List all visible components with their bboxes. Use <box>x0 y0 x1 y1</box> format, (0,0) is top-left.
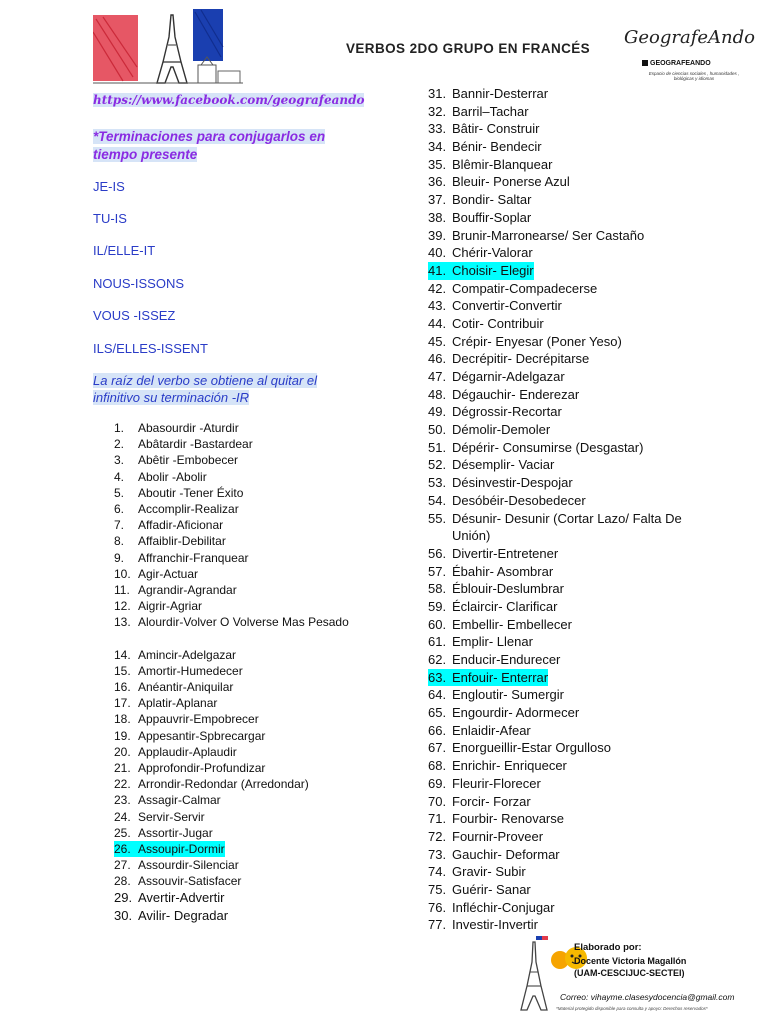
verb-number: 1. <box>114 421 125 435</box>
verb-number: 17. <box>114 696 131 711</box>
verb-list-item <box>428 757 698 775</box>
verb-list-item <box>428 244 698 262</box>
verb-list-item <box>114 711 414 727</box>
verb-translation: Amortir-Humedecer <box>138 663 243 678</box>
verb-number: 48. <box>428 386 447 402</box>
verb-number: 21. <box>114 760 131 775</box>
verb-translation: Affranchir-Franquear <box>138 550 249 565</box>
verb-list-item <box>428 368 698 386</box>
ending-ils-elles: ILS/ELLES-ISSENT <box>93 341 208 356</box>
verb-number: 42. <box>428 280 447 296</box>
credit-text <box>574 942 686 980</box>
verb-number: 61. <box>428 634 447 650</box>
verb-translation: Compatir-Compadecerse <box>452 280 598 296</box>
verb-number: 77. <box>428 917 447 933</box>
verb-list-item <box>428 545 698 563</box>
verb-translation: Bâtir- Construir <box>452 121 540 137</box>
verb-number: 34. <box>428 139 447 155</box>
verb-list-item <box>114 695 414 711</box>
verb-translation: Blêmir-Blanquear <box>452 156 553 172</box>
verb-number: 70. <box>428 793 447 809</box>
header <box>88 5 755 85</box>
verb-number: 9. <box>114 550 125 565</box>
verb-translation: Applaudir-Aplaudir <box>138 744 237 759</box>
verb-translation: Éclaircir- Clarificar <box>452 598 558 614</box>
verb-number: 53. <box>428 475 447 491</box>
verb-list-item <box>428 297 698 315</box>
verb-list-item <box>114 679 414 695</box>
verb-number: 75. <box>428 881 447 897</box>
verb-list-item <box>428 828 698 846</box>
verb-translation: Dégrossir-Recortar <box>452 404 562 420</box>
verb-list-item <box>114 420 414 436</box>
verb-number: 71. <box>428 811 447 827</box>
verb-number: 2. <box>114 437 125 452</box>
credit-line-2: Docente Victoria Magallón <box>574 955 687 966</box>
verb-list-item <box>428 280 698 298</box>
verb-translation: Bleuir- Ponerse Azul <box>452 174 570 190</box>
verb-list-item <box>114 889 414 906</box>
verb-number: 37. <box>428 192 447 208</box>
verb-number: 59. <box>428 598 447 614</box>
verb-list-item <box>114 469 414 485</box>
verb-list-item <box>428 456 698 474</box>
verb-translation: Démolir-Demoler <box>452 422 551 438</box>
verb-translation: Accomplir-Realizar <box>138 501 239 516</box>
verb-number: 51. <box>428 439 447 455</box>
verb-list-item <box>428 881 698 899</box>
verb-number: 4. <box>114 469 125 484</box>
verb-list-item <box>114 663 414 679</box>
verb-translation: Agrandir-Agrandar <box>138 582 237 597</box>
verb-number: 15. <box>114 663 131 678</box>
verb-translation: Engourdir- Adormecer <box>452 705 580 721</box>
verb-list-item <box>114 566 414 582</box>
verb-number: 44. <box>428 315 447 331</box>
verb-number: 32. <box>428 103 447 119</box>
page-title: VERBOS 2DO GRUPO EN FRANCÉS <box>346 41 591 56</box>
verb-number: 39. <box>428 227 447 243</box>
verb-number: 64. <box>428 687 447 703</box>
verb-list-item <box>114 857 414 873</box>
verb-translation: Abâtardir -Bastardear <box>138 437 253 452</box>
verb-translation: Investir-Invertir <box>452 917 538 933</box>
verb-list-item <box>428 669 698 687</box>
verb-number: 47. <box>428 369 447 384</box>
verb-translation: Agir-Actuar <box>138 566 199 581</box>
verb-number: 67. <box>428 740 447 756</box>
verb-number: 31. <box>428 86 447 101</box>
verb-number: 56. <box>428 545 447 561</box>
verb-translation: Enorgueillir-Estar Orgulloso <box>452 740 611 756</box>
verb-translation: Éblouir-Deslumbrar <box>452 581 564 597</box>
verb-number: 14. <box>114 647 131 662</box>
verb-translation: Assoupir-Dormir <box>138 841 225 856</box>
verb-list-item <box>114 501 414 517</box>
verb-list-item <box>428 262 698 280</box>
verb-translation: Alourdir-Volver O Volverse Mas Pesado <box>138 615 349 630</box>
verb-translation: Affaiblir-Debilitar <box>138 534 226 549</box>
verb-translation: Gravir- Subir <box>452 864 526 880</box>
verb-number: 13. <box>114 615 131 630</box>
verb-list-item <box>114 550 414 566</box>
ending-vous: VOUS -ISSEZ <box>93 308 176 323</box>
verb-list-item <box>428 85 698 103</box>
verb-translation: Abêtir -Embobecer <box>138 453 239 468</box>
verb-list-item <box>428 510 698 545</box>
verb-list-item <box>114 582 414 598</box>
verb-number: 68. <box>428 758 447 774</box>
verb-translation: Enfouir- Enterrar <box>452 669 549 685</box>
verb-list-item <box>428 651 698 669</box>
verb-translation: Gauchir- Deformar <box>452 846 560 862</box>
ending-je: JE-IS <box>93 179 125 194</box>
verb-translation: Désemplir- Vaciar <box>452 457 555 473</box>
verb-number: 46. <box>428 351 447 367</box>
verb-number: 74. <box>428 864 447 880</box>
terminations-heading <box>93 128 343 164</box>
verb-list-item <box>114 533 414 549</box>
eiffel-tower-icon <box>514 934 554 1012</box>
verb-list-item <box>428 350 698 368</box>
verb-translation: Infléchir-Conjugar <box>452 899 555 915</box>
verb-translation: Enrichir- Enriquecer <box>452 758 567 774</box>
verb-translation: Desóbéir-Desobedecer <box>452 492 586 508</box>
logo-name: GeografeAndo <box>624 27 755 48</box>
facebook-link-text[interactable]: https://www.facebook.com/geografeando <box>93 93 365 107</box>
verb-translation: Convertir-Convertir <box>452 298 562 314</box>
verb-number: 45. <box>428 333 447 349</box>
verb-number: 30. <box>114 907 133 923</box>
copyright-disclaimer: *Material protegido disponible para consulta y apoyo: Derechos reservados* <box>556 1006 708 1011</box>
verb-translation: Embellir- Embellecer <box>452 616 572 632</box>
verb-number: 76. <box>428 899 447 915</box>
verb-number: 26. <box>114 841 138 857</box>
verb-list-item <box>428 899 698 917</box>
verb-number: 25. <box>114 825 131 840</box>
verb-list-item <box>428 810 698 828</box>
verb-list-item <box>114 776 414 792</box>
verb-translation: Dégarnir-Adelgazar <box>452 369 565 384</box>
verb-translation: Barril–Tachar <box>452 103 529 119</box>
verb-translation: Avertir-Advertir <box>138 890 225 906</box>
verb-list-item <box>428 793 698 811</box>
verb-number: 49. <box>428 404 447 420</box>
verb-number: 23. <box>114 793 131 808</box>
verb-translation: Arrondir-Redondar (Arredondar) <box>138 777 309 792</box>
verb-number: 35. <box>428 156 447 172</box>
verb-list-item <box>114 792 414 808</box>
verb-list-item <box>114 760 414 776</box>
verb-number: 10. <box>114 566 131 581</box>
verb-number: 66. <box>428 722 447 738</box>
verb-translation: Appauvrir-Empobrecer <box>138 712 259 727</box>
root-note <box>93 372 353 406</box>
verb-number: 65. <box>428 705 447 721</box>
verb-translation: Assourdir-Silenciar <box>138 858 239 873</box>
verb-number: 50. <box>428 422 447 438</box>
geografeando-logo <box>624 27 768 92</box>
social-icon <box>642 60 648 66</box>
facebook-link[interactable] <box>93 93 364 107</box>
verb-translation: Chérir-Valorar <box>452 245 533 261</box>
verb-number: 55. <box>428 510 447 526</box>
verb-list-item <box>428 863 698 881</box>
verb-translation: Avilir- Degradar <box>138 907 229 923</box>
verb-number: 28. <box>114 874 131 889</box>
verb-translation: Choisir- Elegir <box>452 262 534 278</box>
verb-list-item <box>114 598 414 614</box>
verb-list-item <box>114 809 414 825</box>
verb-translation: Bénir- Bendecir <box>452 139 542 155</box>
verb-list-item <box>114 728 414 744</box>
verb-number: 22. <box>114 777 131 792</box>
logo-handle-text: GEOGRAFEANDO <box>650 60 711 67</box>
verb-translation: Fournir-Proveer <box>452 828 544 844</box>
verb-translation: Servir-Servir <box>138 809 205 824</box>
verb-translation: Bondir- Saltar <box>452 192 532 208</box>
verb-list-item <box>428 403 698 421</box>
verb-list-item <box>428 474 698 492</box>
verb-number: 36. <box>428 174 447 190</box>
verb-list-item <box>428 156 698 174</box>
verb-list-item <box>114 614 414 646</box>
verb-number: 43. <box>428 298 447 314</box>
contact-email[interactable]: Correo: vihayme.clasesydocencia@gmail.com <box>560 992 735 1002</box>
ending-nous: NOUS-ISSONS <box>93 276 185 291</box>
verb-translation: Aigrir-Agriar <box>138 599 203 614</box>
verb-list-item <box>428 315 698 333</box>
verb-list-item <box>428 704 698 722</box>
verb-translation: Désunir- Desunir (Cortar Lazo/ Falta De Unión) <box>452 510 682 543</box>
verb-list-item <box>428 739 698 757</box>
verb-number: 62. <box>428 652 447 668</box>
verb-number: 69. <box>428 775 447 791</box>
verb-translation: Fourbir- Renovarse <box>452 811 564 827</box>
verb-translation: Enlaidir-Afear <box>452 722 531 738</box>
verb-list-item <box>428 633 698 651</box>
verb-translation: Amincir-Adelgazar <box>138 647 237 662</box>
verb-list-item <box>114 825 414 841</box>
credit-line-3: (UAM-CESCIJUC-SECTEI) <box>574 968 685 978</box>
verb-number: 3. <box>114 453 125 468</box>
french-flag-eiffel-illustration <box>93 7 243 85</box>
verb-translation: Bouffir-Soplar <box>452 209 532 225</box>
verb-list-item <box>428 598 698 616</box>
verb-translation: Enducir-Endurecer <box>452 652 561 668</box>
verb-number: 18. <box>114 712 131 727</box>
verb-number: 57. <box>428 563 447 579</box>
verb-list-item <box>428 191 698 209</box>
verb-number: 6. <box>114 501 125 516</box>
verb-list-item <box>114 841 414 857</box>
verb-number: 27. <box>114 858 131 873</box>
terminations-heading-text: *Terminaciones para conjugarlos en tiempo presente <box>93 129 326 162</box>
verb-number: 63. <box>428 669 452 687</box>
verb-number: 8. <box>114 534 125 549</box>
verb-list-item <box>428 439 698 457</box>
verb-list-item <box>428 722 698 740</box>
verb-number: 12. <box>114 599 131 614</box>
verb-number: 29. <box>114 890 133 906</box>
verb-number: 33. <box>428 121 447 137</box>
verb-list-item <box>114 452 414 468</box>
verb-list-item <box>428 386 698 404</box>
verb-translation: Abasourdir -Aturdir <box>138 421 239 435</box>
verb-number: 5. <box>114 485 125 500</box>
verb-list-item <box>428 846 698 864</box>
verb-list-item <box>428 492 698 510</box>
ending-il-elle: IL/ELLE-IT <box>93 243 156 258</box>
verb-number: 52. <box>428 457 447 473</box>
verb-list-right <box>428 85 698 934</box>
root-note-text: La raíz del verbo se obtiene al quitar el infinitivo su terminación -IR <box>93 373 318 405</box>
verb-number: 16. <box>114 680 131 695</box>
verb-number: 19. <box>114 728 131 743</box>
verb-translation: Fleurir-Florecer <box>452 775 541 791</box>
verb-list-item <box>114 436 414 452</box>
verb-translation: Aplatir-Aplanar <box>138 696 218 711</box>
credit-line-1: Elaborado por: <box>574 942 642 953</box>
verb-list-item <box>428 563 698 581</box>
verb-translation: Guérir- Sanar <box>452 881 531 897</box>
verb-list-item <box>428 616 698 634</box>
verb-list-item <box>428 103 698 121</box>
verb-list-item <box>428 209 698 227</box>
verb-number: 11. <box>114 582 130 597</box>
verb-list-item <box>114 907 414 924</box>
verb-list-left <box>114 420 414 924</box>
verb-list-item <box>428 775 698 793</box>
verb-translation: Assouvir-Satisfacer <box>138 874 242 889</box>
verb-number: 58. <box>428 581 447 597</box>
verb-number: 24. <box>114 809 131 824</box>
verb-translation: Aboutir -Tener Éxito <box>138 485 244 500</box>
verb-list-item <box>428 120 698 138</box>
verb-translation: Assortir-Jugar <box>138 825 213 840</box>
verb-list-item <box>114 744 414 760</box>
verb-list-item <box>114 647 414 663</box>
verb-list-item <box>114 517 414 533</box>
verb-list-item <box>428 138 698 156</box>
verb-number: 40. <box>428 245 447 261</box>
verb-translation: Forcir- Forzar <box>452 793 531 809</box>
verb-translation: Assagir-Calmar <box>138 793 221 808</box>
verb-list-item <box>428 580 698 598</box>
verb-list-item <box>114 873 414 889</box>
verb-number: 73. <box>428 846 447 862</box>
verb-translation: Anéantir-Aniquilar <box>138 680 234 695</box>
verb-list-item <box>428 173 698 191</box>
verb-number: 38. <box>428 209 447 225</box>
verb-translation: Approfondir-Profundizar <box>138 760 266 775</box>
verb-translation: Emplir- Llenar <box>452 634 533 650</box>
verb-list-item <box>428 227 698 245</box>
verb-number: 7. <box>114 518 125 533</box>
verb-list-item <box>428 333 698 351</box>
verb-translation: Brunir-Marronearse/ Ser Castaño <box>452 227 645 243</box>
verb-list-item <box>428 686 698 704</box>
verb-translation: Decrépitir- Decrépitarse <box>452 351 590 367</box>
verb-translation: Engloutir- Sumergir <box>452 687 564 703</box>
verb-translation: Ébahir- Asombrar <box>452 563 554 579</box>
verb-number: 41. <box>428 262 452 280</box>
verb-list-item <box>428 421 698 439</box>
verb-translation: Dépérir- Consumirse (Desgastar) <box>452 439 644 455</box>
verb-number: 72. <box>428 828 447 844</box>
verb-number: 60. <box>428 616 447 632</box>
verb-translation: Abolir -Abolir <box>138 469 207 484</box>
verb-list-item <box>114 485 414 501</box>
verb-translation: Bannir-Desterrar <box>452 86 549 101</box>
verb-translation: Affadir-Aficionar <box>138 518 224 533</box>
verb-number: 54. <box>428 492 447 508</box>
logo-tagline: Espacio de ciencias sociales , humanidades , biológicas y idiomas <box>648 71 740 81</box>
verb-translation: Divertir-Entretener <box>452 545 559 561</box>
verb-translation: Désinvestir-Despojar <box>452 475 573 491</box>
author-credit <box>510 930 748 1018</box>
verb-translation: Appesantir-Spbrecargar <box>138 728 266 743</box>
verb-translation: Dégauchir- Enderezar <box>452 386 580 402</box>
verb-translation: Cotir- Contribuir <box>452 315 544 331</box>
ending-tu: TU-IS <box>93 211 127 226</box>
verb-translation: Crépir- Enyesar (Poner Yeso) <box>452 333 622 349</box>
verb-number: 20. <box>114 744 131 759</box>
logo-handle <box>642 60 711 67</box>
